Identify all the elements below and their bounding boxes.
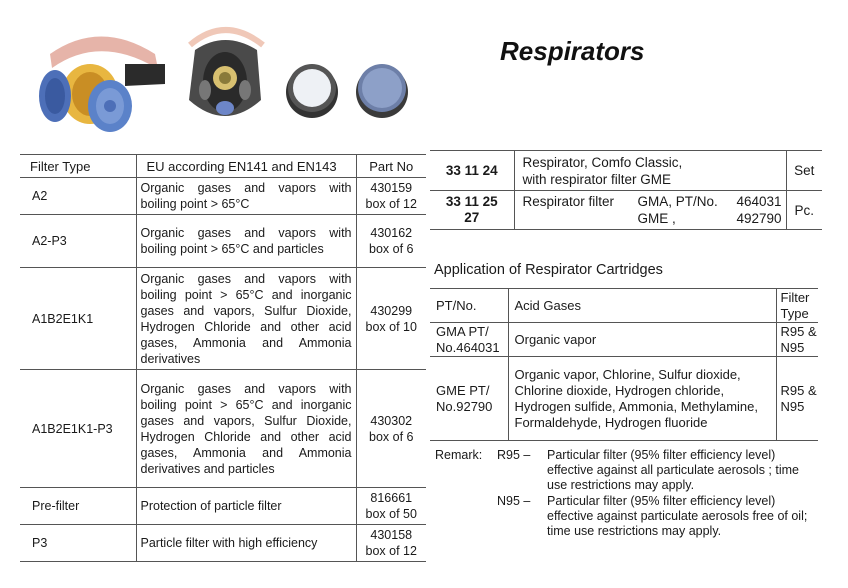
table-row: [20, 178, 426, 215]
filter-type: P3: [20, 525, 136, 562]
pre-filter-photo: [350, 58, 414, 122]
article-unit: Set: [786, 151, 822, 191]
filter-cartridge-photo: [280, 58, 344, 122]
header-acid-gases: Acid Gases: [508, 289, 776, 323]
table-row: [20, 370, 426, 488]
n95-definition: Particular filter (95% filter efficiency level) effective against particulate aerosols free of oil; time use restrictions may apply.: [547, 494, 808, 538]
article-name: Respirator filter GMA, PT/No. 464031 GME , 492790: [514, 191, 786, 230]
half-mask-respirator-photo: [30, 24, 170, 134]
filter-description: Organic gases and vapors with boiling point > 65°C and inorganic gases and vapors, Sulfur Dioxide, Hydrogen Chloride and other acid gases, Ammonia and Ammonia derivatives: [136, 268, 356, 370]
part-number: 430302 box of 6: [356, 370, 426, 488]
order-table: [430, 150, 822, 230]
pt-number: GMA PT/ No.464031: [430, 323, 508, 357]
filter-type: Pre-filter: [20, 488, 136, 525]
table-row: [20, 525, 426, 562]
article-number: 33 11 25 27: [430, 191, 514, 230]
header-filter-type: Filter Type: [20, 155, 136, 178]
filter-type: A1B2E1K1: [20, 268, 136, 370]
article-number: 33 11 24: [430, 151, 514, 191]
r95-code: R95 –: [497, 448, 531, 462]
part-number: 816661 box of 50: [356, 488, 426, 525]
filter-type-table: [20, 154, 426, 562]
table-row: [430, 191, 822, 230]
acid-gases: Organic vapor: [508, 323, 776, 357]
table-row: [430, 323, 818, 357]
filter-description: Protection of particle filter: [136, 488, 356, 525]
header-part-no: Part No: [356, 155, 426, 178]
article-unit: Pc.: [786, 191, 822, 230]
table-row: [430, 357, 818, 441]
acid-gases: Organic vapor, Chlorine, Sulfur dioxide, Chlorine dioxide, Hydrogen chloride, Hydrogen sulfide, Ammonia, Methylamine, Formaldehyde, Hydrogen fluoride: [508, 357, 776, 441]
filter-description: Organic gases and vapors with boiling point > 65°C and inorganic gases and vapors, Sulfur Dioxide, Hydrogen Chloride and other acid gases, Ammonia and Ammonia derivatives and particles: [136, 370, 356, 488]
table-row: [20, 268, 426, 370]
filter-rating: R95 & N95: [776, 323, 818, 357]
part-number: 430158 box of 12: [356, 525, 426, 562]
filter-type: A2: [20, 178, 136, 215]
r95-definition: Particular filter (95% filter efficiency level) effective against all particulate aerosols ; time use restrictions may apply.: [547, 448, 799, 492]
part-number: 430162 box of 6: [356, 215, 426, 268]
cartridge-application-table: [430, 288, 818, 441]
filter-description: Organic gases and vapors with boiling point > 65°C and particles: [136, 215, 356, 268]
filter-description: Particle filter with high efficiency: [136, 525, 356, 562]
table-row: [430, 151, 822, 191]
full-face-respirator-photo: [175, 20, 275, 135]
pt-number: GME PT/ No.92790: [430, 357, 508, 441]
header-eu-standard: EU according EN141 and EN143: [136, 155, 356, 178]
part-number: 430299 box of 10: [356, 268, 426, 370]
header-filter-type: Filter Type: [776, 289, 818, 323]
n95-code: N95 –: [497, 494, 531, 508]
remarks: [435, 448, 825, 548]
filter-type: A1B2E1K1-P3: [20, 370, 136, 488]
application-title: Application of Respirator Cartridges: [434, 262, 663, 278]
filter-description: Organic gases and vapors with boiling point > 65°C: [136, 178, 356, 215]
remark-label: Remark:: [435, 448, 483, 462]
page-title: Respirators: [500, 36, 645, 66]
product-photos: [30, 18, 430, 138]
article-name: Respirator, Comfo Classic, with respirator filter GME: [514, 151, 786, 191]
table-row: [20, 488, 426, 525]
table-header-row: [20, 155, 426, 178]
table-row: [20, 215, 426, 268]
filter-rating: R95 & N95: [776, 357, 818, 441]
part-number: 430159 box of 12: [356, 178, 426, 215]
filter-type: A2-P3: [20, 215, 136, 268]
table-header-row: [430, 289, 818, 323]
header-pt-no: PT/No.: [430, 289, 508, 323]
